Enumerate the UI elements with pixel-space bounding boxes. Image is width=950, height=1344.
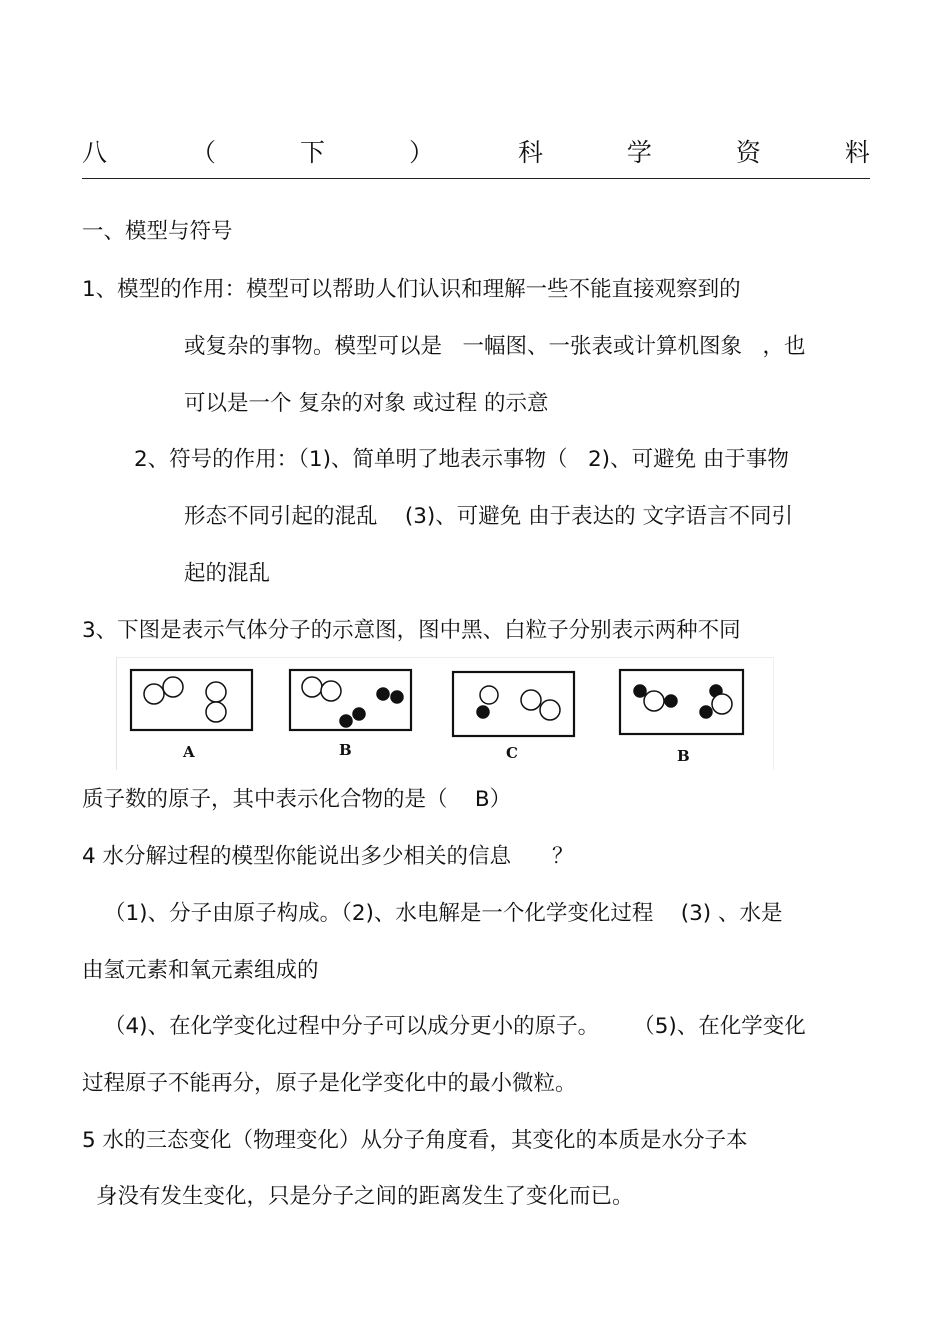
paragraph-line: 或复杂的事物。模型可以是 一幅图、一张表或计算机图象 ，也 [184, 334, 806, 359]
white-atom [712, 694, 732, 714]
paragraph-line: 过程原子不能再分，原子是化学变化中的最小微粒。 [82, 1071, 577, 1096]
title-underline [82, 178, 870, 179]
white-atom [163, 677, 183, 697]
white-atom [480, 686, 498, 704]
page-title [82, 136, 870, 170]
black-atom [391, 691, 403, 703]
white-atom [321, 681, 341, 701]
black-atom [665, 695, 677, 707]
white-atom [521, 690, 541, 710]
figure-label-d: B [677, 747, 690, 765]
paragraph-line: 5 水的三态变化（物理变化）从分子角度看，其变化的本质是水分子本 [82, 1128, 748, 1153]
paragraph-line: 身没有发生变化，只是分子之间的距离发生了变化而已。 [96, 1184, 634, 1209]
paragraph-line: 可以是一个 复杂的对象 或过程 的示意 [184, 391, 549, 416]
paragraph-line: 3、下图是表示气体分子的示意图，图中黑、白粒子分别表示两种不同 [82, 618, 741, 643]
white-atom [644, 691, 664, 711]
white-atom [302, 677, 322, 697]
title-char: 料 [844, 138, 870, 167]
paragraph-line: （4)、在化学变化过程中分子可以成分更小的原子。 （5)、在化学变化 [104, 1014, 806, 1039]
black-atom [340, 715, 352, 727]
title-char: 八 [82, 138, 108, 167]
title-char: 下 [299, 138, 325, 167]
figure-label-c: C [506, 744, 518, 762]
paragraph-line: （1)、分子由原子构成。（2)、水电解是一个化学变化过程 (3) 、水是 [104, 901, 783, 926]
white-atom [144, 684, 164, 704]
title-char: ） [408, 138, 434, 167]
paragraph-line: 形态不同引起的混乱 (3)、可避免 由于表达的 文字语言不同引 [184, 504, 793, 529]
title-char: （ [190, 138, 216, 167]
black-atom [700, 706, 712, 718]
paragraph-line: 质子数的原子，其中表示化合物的是（ B） [82, 787, 512, 812]
white-atom [206, 702, 226, 722]
black-atom [353, 708, 365, 720]
title-char: 科 [517, 138, 543, 167]
molecule-diagrams [117, 658, 773, 770]
black-atom [377, 688, 389, 700]
figure-label-a: A [183, 743, 195, 761]
white-atom [206, 682, 226, 702]
paragraph-line: 起的混乱 [184, 561, 271, 586]
figure-label-b: B [339, 741, 352, 759]
section-heading: 一、模型与符号 [82, 219, 233, 244]
title-char: 资 [735, 138, 761, 167]
paragraph-line: 由氢元素和氧元素组成的 [82, 958, 319, 983]
black-atom [477, 706, 489, 718]
paragraph-line: 2、符号的作用：（1)、简单明了地表示事物（ 2)、可避免 由于事物 [134, 447, 789, 472]
paragraph-line: 4 水分解过程的模型你能说出多少相关的信息 ？ [82, 844, 574, 869]
black-atom [634, 685, 646, 697]
molecule-figure [116, 657, 774, 770]
white-atom [540, 700, 560, 720]
title-char: 学 [626, 138, 652, 167]
paragraph-line: 1、模型的作用：模型可以帮助人们认识和理解一些不能直接观察到的 [82, 277, 741, 302]
